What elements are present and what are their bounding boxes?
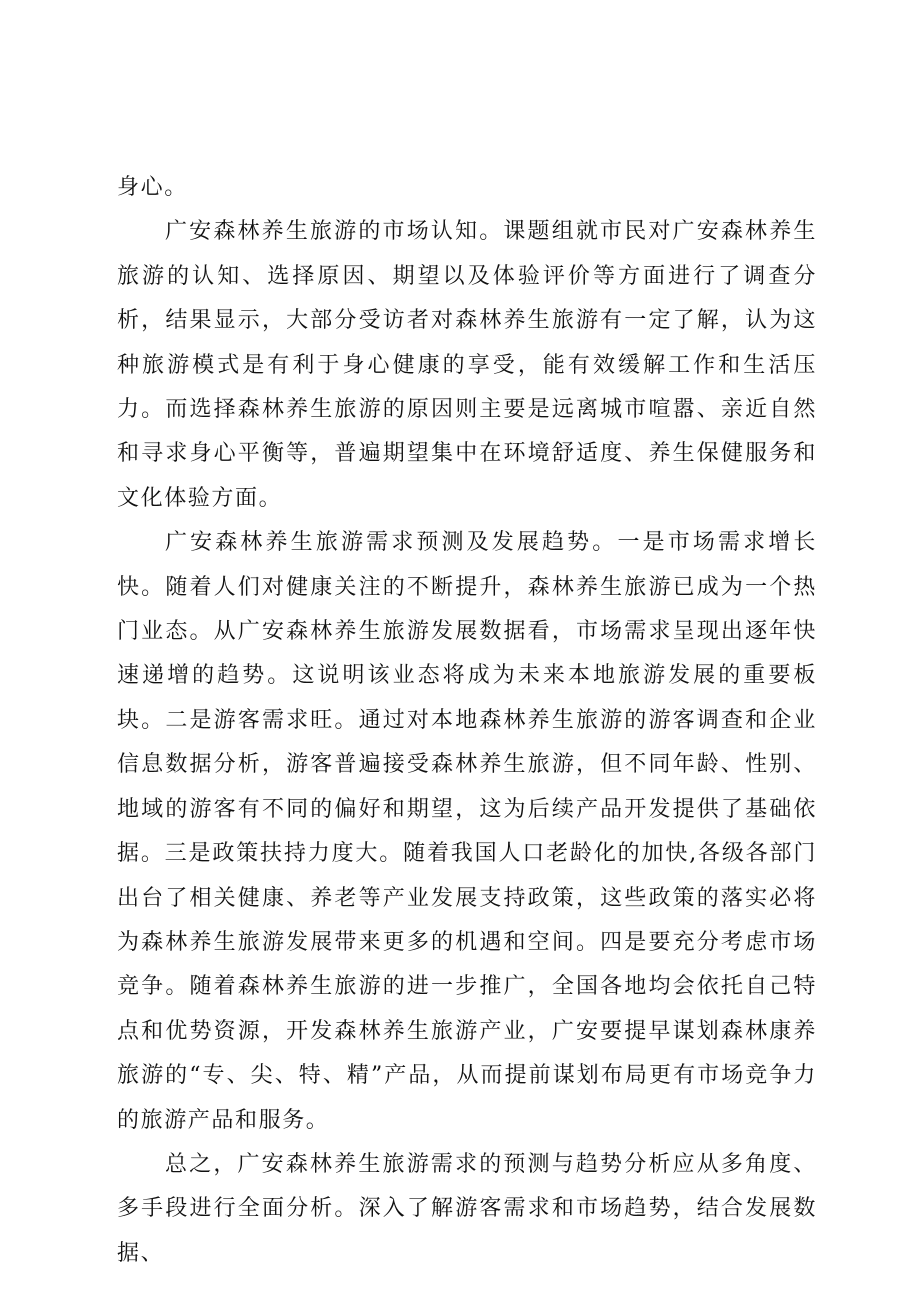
paragraph-conclusion: 总之，广安森林养生旅游需求的预测与趋势分析应从多角度、多手段进行全面分析。深入了解游客需求和市场趋势，结合发展数据、 <box>117 1151 817 1266</box>
document-body <box>117 166 817 1276</box>
paragraph-continuation: 身心。 <box>117 175 188 200</box>
paragraph-demand-forecast: 广安森林养生旅游需求预测及发展趋势。一是市场需求增长快。随着人们对健康关注的不断提升，森林养生旅游已成为一个热门业态。从广安森林养生旅游发展数据看，市场需求呈现出逐年快速递增的趋势。这说明该业态将成为未来本地旅游发展的重要板块。二是游客需求旺。通过对本地森林养生旅游的游客调查和企业信息数据分析，游客普遍接受森林养生旅游，但不同年龄、性别、地域的游客有不同的偏好和期望，这为后续产品开发提供了基础依据。三是政策扶持力度大。随着我国人口老龄化的加快,各级各部门出台了相关健康、养老等产业发展支持政策，这些政策的落实必将为森林养生旅游发展带来更多的机遇和空间。四是要充分考虑市场竞争。随着森林养生旅游的进一步推广，全国各地均会依托自己特点和优势资源，开发森林养生旅游产业，广安要提早谋划森林康养旅游的“专、尖、特、精”产品，从而提前谋划布局更有市场竞争力的旅游产品和服务。 <box>117 530 817 1133</box>
paragraph-market-cognition: 广安森林养生旅游的市场认知。课题组就市民对广安森林养生旅游的认知、选择原因、期望以及体验评价等方面进行了调查分析，结果显示，大部分受访者对森林养生旅游有一定了解，认为这种旅游模式是有利于身心健康的享受，能有效缓解工作和生活压力。而选择森林养生旅游的原因则主要是远离城市喧嚣、亲近自然和寻求身心平衡等，普遍期望集中在环境舒适度、养生保健服务和文化体验方面。 <box>117 219 817 511</box>
